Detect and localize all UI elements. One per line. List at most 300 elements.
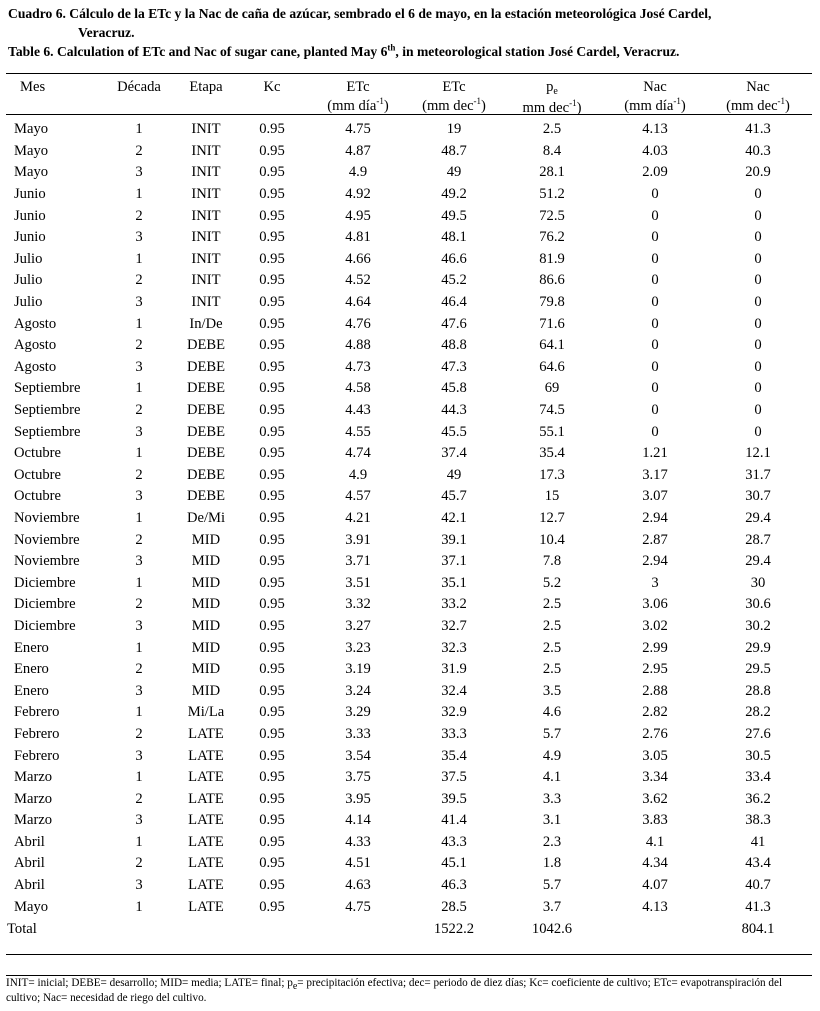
total-etc-dec: 1522.2 [433,920,475,937]
cell-decada: 3 [135,877,143,894]
cell-mes: Julio [14,250,43,267]
cell-etc-dec: 45.7 [441,488,467,505]
cell-nac-dec: 29.4 [745,509,771,526]
cell-pe: 17.3 [539,466,565,483]
cell-mes: Octubre [14,488,62,505]
cell-mes: Marzo [14,790,53,807]
cell-etc-dec: 49 [446,164,462,181]
cell-decada: 2 [135,466,143,483]
cell-etapa: INIT [191,207,221,224]
cell-mes: Marzo [14,812,53,829]
total-nac-dec: 804.1 [741,920,775,937]
cell-mes: Junio [14,229,46,246]
cell-nac-day: 4.07 [642,877,668,894]
cell-nac-dec: 28.8 [745,682,771,699]
cell-etc-dec: 49.5 [441,207,467,224]
cell-etc-dec: 44.3 [441,402,467,419]
cell-etc-day: 4.21 [345,509,371,526]
cell-etc-day: 4.14 [345,812,371,829]
cell-decada: 3 [135,358,143,375]
cell-nac-day: 2.94 [642,553,668,570]
cell-etapa: INIT [191,186,221,203]
cell-etc-dec: 32.4 [441,682,467,699]
header-pe: $p_e$ mm dec$^{-1}$) [522,79,582,116]
cell-etapa: DEBE [186,402,226,419]
cell-kc: 0.95 [259,402,285,419]
cell-pe: 3.7 [542,898,562,915]
table-row [6,421,812,443]
cell-pe: 86.6 [539,272,565,289]
cell-etc-dec: 28.5 [441,898,467,915]
cell-decada: 2 [135,207,143,224]
cell-nac-day: 3.07 [642,488,668,505]
total-pe: 1042.6 [531,920,573,937]
cell-etc-dec: 31.9 [441,661,467,678]
cell-nac-dec: 0 [754,250,762,267]
cell-pe: 3.1 [542,812,562,829]
cell-etc-day: 4.55 [345,423,371,440]
cell-nac-dec: 0 [754,229,762,246]
cell-kc: 0.95 [259,186,285,203]
cell-pe: 55.1 [539,423,565,440]
cell-etapa: LATE [188,898,224,915]
cell-kc: 0.95 [259,596,285,613]
cell-nac-day: 3.83 [642,812,668,829]
cell-etapa: LATE [188,769,224,786]
cell-nac-day: 0 [651,337,659,354]
table-row [6,249,812,271]
cell-etc-day: 4.52 [345,272,371,289]
cell-etapa: MID [191,661,221,678]
cell-nac-dec: 40.7 [745,877,771,894]
cell-pe: 72.5 [539,207,565,224]
cell-etapa: INIT [191,142,221,159]
cell-decada: 2 [135,790,143,807]
cell-nac-day: 3.06 [642,596,668,613]
cell-etc-day: 3.23 [345,639,371,656]
cell-etc-dec: 49 [446,466,462,483]
cell-nac-day: 0 [651,423,659,440]
cell-nac-day: 4.13 [642,121,668,138]
cell-etc-dec: 45.1 [441,855,467,872]
cell-mes: Mayo [14,164,49,181]
cell-kc: 0.95 [259,833,285,850]
cell-mes: Septiembre [14,380,81,397]
cell-decada: 1 [135,639,143,656]
cell-decada: 1 [135,898,143,915]
cell-nac-dec: 33.4 [745,769,771,786]
cell-pe: 4.6 [542,704,562,721]
cell-decada: 2 [135,402,143,419]
cell-etapa: LATE [188,833,224,850]
header-nac-day: Nac (mm día$^{-1}$) [624,79,686,114]
cell-etc-day: 4.75 [345,898,371,915]
table-row [6,702,812,724]
cell-pe: 5.7 [542,877,562,894]
cell-kc: 0.95 [259,531,285,548]
cell-etc-day: 3.27 [345,617,371,634]
cell-nac-dec: 38.3 [745,812,771,829]
table-row [6,594,812,616]
cell-nac-day: 0 [651,294,659,311]
cell-nac-dec: 30.7 [745,488,771,505]
cell-pe: 15 [544,488,560,505]
cell-etc-day: 4.43 [345,402,371,419]
cell-pe: 5.7 [542,725,562,742]
cell-etc-dec: 32.7 [441,617,467,634]
table-row [6,853,812,875]
cell-pe: 74.5 [539,402,565,419]
cell-etapa: INIT [191,164,221,181]
cell-decada: 3 [135,747,143,764]
cell-etc-dec: 39.5 [441,790,467,807]
cell-mes: Abril [14,833,45,850]
cell-pe: 2.3 [542,833,562,850]
cell-nac-dec: 28.2 [745,704,771,721]
cell-nac-dec: 29.5 [745,661,771,678]
cell-mes: Octubre [14,445,62,462]
cell-etc-dec: 37.4 [441,445,467,462]
cell-etc-dec: 49.2 [441,186,467,203]
cell-kc: 0.95 [259,315,285,332]
cell-decada: 2 [135,531,143,548]
caption-spanish-cont: Veracruz. [78,25,135,40]
cell-kc: 0.95 [259,164,285,181]
cell-kc: 0.95 [259,358,285,375]
table-row [6,832,812,854]
total-row [6,918,812,940]
header-nac-dec: Nac (mm dec$^{-1}$) [726,79,790,114]
table-row [6,616,812,638]
table-row [6,896,812,918]
cell-nac-dec: 43.4 [745,855,771,872]
cell-etc-dec: 19 [446,121,462,138]
cell-etapa: Mi/La [187,704,225,721]
cell-etc-day: 3.24 [345,682,371,699]
cell-nac-day: 3.62 [642,790,668,807]
cell-nac-day: 4.13 [642,898,668,915]
cell-mes: Febrero [14,747,60,764]
caption-spanish: Cuadro 6. Cálculo de la ETc y la Nac de caña de azúcar, sembrado el 6 de mayo, en la estación meteorológica José Cardel, [8,6,712,21]
cell-nac-dec: 30.6 [745,596,771,613]
cell-kc: 0.95 [259,380,285,397]
header-etc-dec: ETc (mm dec$^{-1}$) [422,79,486,114]
cell-mes: Febrero [14,704,60,721]
cell-etapa: LATE [188,877,224,894]
cell-nac-dec: 31.7 [745,466,771,483]
cell-etc-dec: 43.3 [441,833,467,850]
cell-pe: 7.8 [542,553,562,570]
cell-etc-dec: 35.1 [441,574,467,591]
cell-nac-day: 0 [651,207,659,224]
table-row [6,529,812,551]
cell-decada: 2 [135,272,143,289]
cell-nac-day: 1.21 [642,445,668,462]
cell-mes: Enero [14,639,49,656]
cell-pe: 1.8 [542,855,562,872]
cell-mes: Noviembre [14,553,80,570]
cell-decada: 3 [135,553,143,570]
cell-etapa: MID [191,531,221,548]
cell-kc: 0.95 [259,142,285,159]
cell-decada: 1 [135,833,143,850]
cell-mes: Noviembre [14,531,80,548]
cell-nac-day: 2.99 [642,639,668,656]
cell-etapa: LATE [188,725,224,742]
cell-etc-day: 4.64 [345,294,371,311]
cell-nac-day: 2.09 [642,164,668,181]
cell-kc: 0.95 [259,423,285,440]
table-row [6,141,812,163]
cell-etc-dec: 46.3 [441,877,467,894]
cell-etc-day: 4.9 [348,164,368,181]
cell-pe: 10.4 [539,531,565,548]
cell-etc-dec: 46.6 [441,250,467,267]
cell-pe: 81.9 [539,250,565,267]
cell-etc-dec: 47.6 [441,315,467,332]
header-kc: Kc [263,79,281,95]
cell-etc-day: 3.19 [345,661,371,678]
cell-etc-day: 4.33 [345,833,371,850]
cell-kc: 0.95 [259,855,285,872]
cell-pe: 4.1 [542,769,562,786]
cell-nac-dec: 0 [754,272,762,289]
cell-kc: 0.95 [259,121,285,138]
cell-etapa: LATE [188,747,224,764]
cell-mes: Mayo [14,142,49,159]
cell-decada: 3 [135,423,143,440]
cell-etapa: MID [191,596,221,613]
cell-mes: Enero [14,682,49,699]
cell-pe: 3.5 [542,682,562,699]
cell-etc-day: 4.92 [345,186,371,203]
cell-etc-day: 4.76 [345,315,371,332]
cell-kc: 0.95 [259,639,285,656]
cell-etc-dec: 33.3 [441,725,467,742]
cell-decada: 1 [135,509,143,526]
cell-etc-day: 4.88 [345,337,371,354]
table-row [6,227,812,249]
cell-etc-dec: 35.4 [441,747,467,764]
cell-nac-dec: 41 [750,833,766,850]
table-row [6,508,812,530]
cell-kc: 0.95 [259,877,285,894]
table-caption [8,4,818,61]
cell-decada: 3 [135,229,143,246]
cell-kc: 0.95 [259,466,285,483]
cell-pe: 2.5 [542,596,562,613]
cell-pe: 64.1 [539,337,565,354]
cell-decada: 1 [135,250,143,267]
cell-nac-day: 0 [651,250,659,267]
cell-nac-day: 3.17 [642,466,668,483]
cell-etc-dec: 48.8 [441,337,467,354]
cell-nac-dec: 30.5 [745,747,771,764]
cell-nac-dec: 41.3 [745,898,771,915]
cell-etapa: MID [191,553,221,570]
cell-etc-dec: 45.5 [441,423,467,440]
cell-etc-day: 4.63 [345,877,371,894]
cell-pe: 71.6 [539,315,565,332]
cell-etapa: LATE [188,855,224,872]
table-row [6,205,812,227]
cell-kc: 0.95 [259,488,285,505]
table-row [6,875,812,897]
caption-english: Table 6. Calculation of ETc and Nac of sugar cane, planted May 6th, in meteorological station José Cardel, Veracruz. [8,42,680,59]
cell-etapa: DEBE [186,466,226,483]
cell-etc-day: 3.75 [345,769,371,786]
cell-nac-dec: 36.2 [745,790,771,807]
cell-etapa: MID [191,617,221,634]
cell-pe: 2.5 [542,617,562,634]
cell-nac-day: 0 [651,380,659,397]
cell-mes: Enero [14,661,49,678]
cell-decada: 2 [135,725,143,742]
cell-etc-day: 4.74 [345,445,371,462]
cell-mes: Junio [14,186,46,203]
cell-decada: 3 [135,294,143,311]
cell-decada: 3 [135,617,143,634]
total-rule [6,954,812,955]
table-row [6,767,812,789]
cell-kc: 0.95 [259,790,285,807]
cell-nac-day: 2.87 [642,531,668,548]
cell-pe: 8.4 [542,142,562,159]
cell-kc: 0.95 [259,250,285,267]
header-decada: Década [117,79,161,95]
cell-etc-day: 4.75 [345,121,371,138]
cell-decada: 2 [135,596,143,613]
header-etc-day: ETc (mm día$^{-1}$) [327,79,389,114]
cell-etapa: In/De [189,315,223,332]
cell-nac-dec: 0 [754,358,762,375]
table-row [6,637,812,659]
cell-etapa: INIT [191,121,221,138]
cell-mes: Agosto [14,358,57,375]
cell-etc-day: 3.95 [345,790,371,807]
cell-etapa: DEBE [186,423,226,440]
cell-decada: 3 [135,812,143,829]
cell-nac-day: 2.76 [642,725,668,742]
cell-etapa: INIT [191,294,221,311]
cell-nac-day: 3 [651,574,659,591]
cell-mes: Abril [14,877,45,894]
cell-mes: Agosto [14,337,57,354]
cell-nac-dec: 29.9 [745,639,771,656]
cell-nac-day: 2.95 [642,661,668,678]
cell-pe: 2.5 [542,121,562,138]
table-row [6,292,812,314]
cell-etapa: MID [191,682,221,699]
cell-mes: Diciembre [14,574,76,591]
cell-decada: 1 [135,769,143,786]
cell-kc: 0.95 [259,704,285,721]
cell-nac-dec: 0 [754,423,762,440]
cell-etc-dec: 45.2 [441,272,467,289]
cell-nac-dec: 40.3 [745,142,771,159]
cell-decada: 1 [135,704,143,721]
cell-mes: Noviembre [14,509,80,526]
cell-nac-dec: 0 [754,380,762,397]
table-row [6,551,812,573]
cell-nac-day: 3.05 [642,747,668,764]
cell-decada: 2 [135,661,143,678]
cell-kc: 0.95 [259,294,285,311]
cell-kc: 0.95 [259,229,285,246]
table-row [6,400,812,422]
table-row [6,313,812,335]
cell-etc-day: 4.58 [345,380,371,397]
cell-etc-day: 4.66 [345,250,371,267]
table-row [6,572,812,594]
cell-etc-day: 4.73 [345,358,371,375]
cell-kc: 0.95 [259,574,285,591]
cell-etc-dec: 33.2 [441,596,467,613]
cell-nac-dec: 0 [754,337,762,354]
cell-pe: 5.2 [542,574,562,591]
cell-nac-dec: 0 [754,294,762,311]
total-label: Total [7,920,37,937]
cell-kc: 0.95 [259,509,285,526]
cell-kc: 0.95 [259,272,285,289]
cell-nac-dec: 0 [754,315,762,332]
cell-mes: Mayo [14,898,49,915]
cell-etc-dec: 39.1 [441,531,467,548]
cell-nac-day: 0 [651,272,659,289]
cell-etc-day: 4.95 [345,207,371,224]
cell-etapa: INIT [191,250,221,267]
table-row [6,680,812,702]
cell-kc: 0.95 [259,337,285,354]
cell-pe: 12.7 [539,509,565,526]
cell-nac-dec: 28.7 [745,531,771,548]
cell-kc: 0.95 [259,553,285,570]
cell-nac-day: 3.02 [642,617,668,634]
cell-nac-day: 0 [651,186,659,203]
cell-decada: 3 [135,164,143,181]
cell-decada: 1 [135,445,143,462]
cell-etc-dec: 32.3 [441,639,467,656]
cell-nac-day: 4.34 [642,855,668,872]
cell-etc-dec: 48.7 [441,142,467,159]
cell-nac-day: 3.34 [642,769,668,786]
cell-etapa: DEBE [186,445,226,462]
cell-etc-dec: 32.9 [441,704,467,721]
cell-nac-day: 4.1 [645,833,665,850]
cell-mes: Julio [14,294,43,311]
table-row [6,184,812,206]
cell-pe: 2.5 [542,639,562,656]
cell-kc: 0.95 [259,812,285,829]
cell-mes: Febrero [14,725,60,742]
table-row [6,810,812,832]
cell-nac-day: 0 [651,229,659,246]
cell-nac-dec: 0 [754,402,762,419]
cell-pe: 76.2 [539,229,565,246]
cell-etc-dec: 37.1 [441,553,467,570]
table-row [6,357,812,379]
cell-decada: 2 [135,855,143,872]
top-rule [6,73,812,74]
cell-decada: 3 [135,488,143,505]
cell-etapa: DEBE [186,488,226,505]
cell-etc-day: 3.29 [345,704,371,721]
cell-nac-dec: 0 [754,207,762,224]
cell-etc-day: 3.33 [345,725,371,742]
header-mes: Mes [20,79,46,95]
cell-mes: Octubre [14,466,62,483]
cell-kc: 0.95 [259,617,285,634]
